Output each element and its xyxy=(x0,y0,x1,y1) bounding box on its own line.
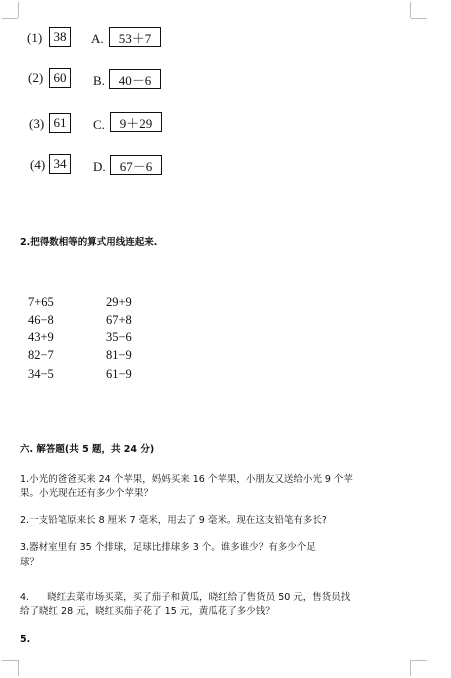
expression-box: 40－6 xyxy=(109,69,161,89)
problem-4-line-1: 4. 晓红去菜市场买菜，买了茄子和黄瓜，晓红给了售货员 50 元，售货员找 xyxy=(20,592,351,603)
option-label: A. xyxy=(91,31,104,46)
item-label: (1) xyxy=(27,30,43,45)
problem-5: 5. xyxy=(20,634,31,645)
expression-box: 53＋7 xyxy=(109,27,161,47)
crop-mark-bottom-left-h xyxy=(2,660,18,661)
item-label: (3) xyxy=(29,116,45,131)
problem-3-line-2: 球？ xyxy=(20,557,40,568)
left-expression: 43+9 xyxy=(28,330,54,344)
number-box: 38 xyxy=(49,27,71,47)
q2-title: 2.把得数相等的算式用线连起来. xyxy=(20,237,158,248)
expression-box: 9＋29 xyxy=(110,112,162,132)
item-label: (2) xyxy=(28,70,44,85)
problem-2: 2.一支铅笔原来长 8 厘米 7 毫米，用去了 9 毫米。现在这支铅笔有多长? xyxy=(20,515,327,526)
item-label: (4) xyxy=(30,157,46,172)
problem-1-line-2: 果。小光现在还有多少个苹果？ xyxy=(20,488,154,499)
crop-mark-top-right-h xyxy=(411,18,427,19)
crop-mark-top-right-v xyxy=(410,2,411,18)
left-expression: 46−8 xyxy=(28,313,54,327)
problem-3-line-1: 3.器材室里有 35 个排球，足球比排球多 3 个。谁多谁少？有多少个足 xyxy=(20,542,316,553)
number-box: 61 xyxy=(49,113,71,133)
expression-box: 67－6 xyxy=(110,155,162,175)
left-expression: 34−5 xyxy=(28,367,54,381)
number-box: 60 xyxy=(49,68,71,88)
option-label: D. xyxy=(93,159,106,174)
crop-mark-bottom-left-v xyxy=(18,660,19,676)
right-expression: 61−9 xyxy=(106,367,132,381)
crop-mark-bottom-right-v xyxy=(410,660,411,676)
left-expression: 7+65 xyxy=(28,295,54,309)
left-expression: 82−7 xyxy=(28,348,54,362)
problem-4-line-2: 给了晓红 28 元，晓红买茄子花了 15 元，黄瓜花了多少钱？ xyxy=(20,606,275,617)
right-expression: 35−6 xyxy=(106,330,132,344)
option-label: B. xyxy=(93,73,105,88)
right-expression: 29+9 xyxy=(106,295,132,309)
option-label: C. xyxy=(93,117,105,132)
right-expression: 81−9 xyxy=(106,348,132,362)
crop-mark-top-left-v xyxy=(18,2,19,18)
crop-mark-bottom-right-h xyxy=(411,660,427,661)
problem-1-line-1: 1.小光的爸爸买来 24 个苹果，妈妈买来 16 个苹果，小朋友又送给小光 9 个苹 xyxy=(20,474,353,485)
right-expression: 67+8 xyxy=(106,313,132,327)
section-6-title: 六. 解答题(共 5 题，共 24 分) xyxy=(20,444,155,455)
crop-mark-top-left-h xyxy=(2,18,18,19)
number-box: 34 xyxy=(49,154,71,174)
